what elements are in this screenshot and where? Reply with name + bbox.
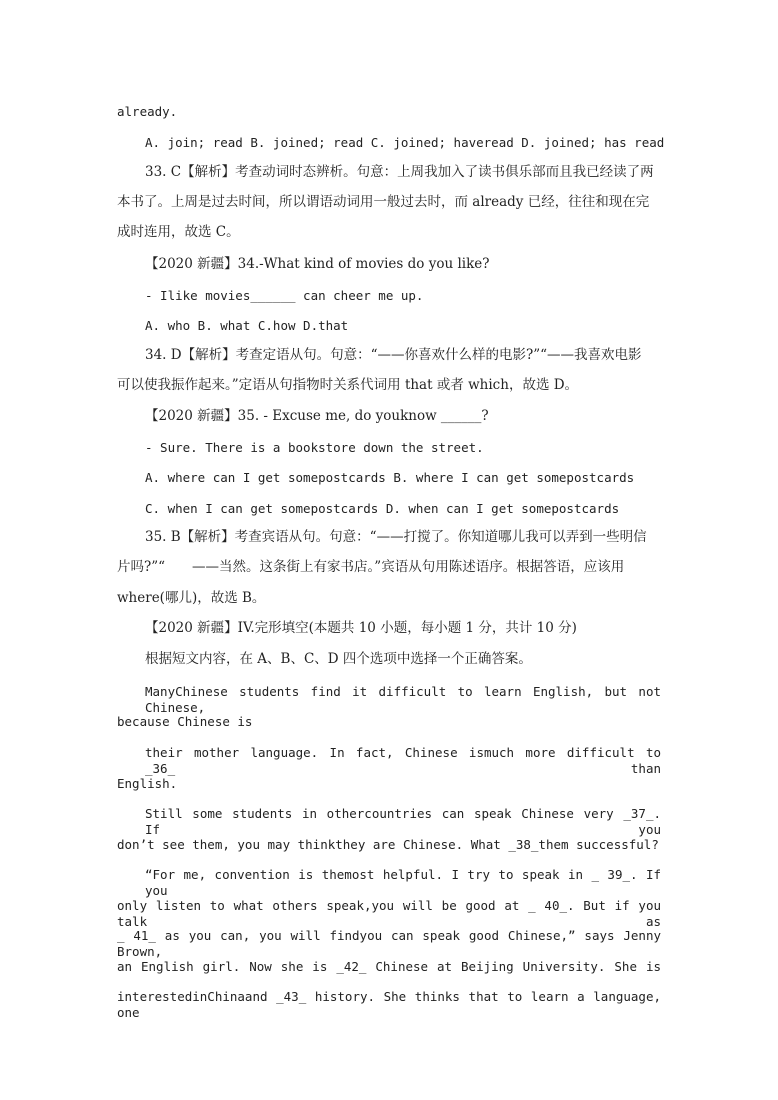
answer-options: A. join; read B. joined; read C. joined; haveread D. joined; has read xyxy=(145,135,665,150)
answer-options: C. when I can get somepostcards D. when can I get somepostcards xyxy=(145,501,620,516)
passage-line: an English girl. Now she is _42_ Chinese at Beijing University. She is xyxy=(117,959,661,974)
question-line: 【2020 新疆】35. - Excuse me, do youknow ______? xyxy=(145,408,489,424)
question-line: - Ilike movies______ can cheer me up. xyxy=(145,288,424,303)
explanation-line: 本书了。上周是过去时间，所以谓语动词用一般过去时，而 already 已经，往往和现在完 xyxy=(117,194,650,210)
passage-line: Still some students in othercountries can speak Chinese very _37_. If you xyxy=(145,806,661,837)
question-line: - Sure. There is a bookstore down the street. xyxy=(145,440,484,455)
explanation-line: 33. C【解析】考查动词时态辨析。句意：上周我加入了读书俱乐部而且我已经读了两 xyxy=(145,164,654,180)
passage-line: don’t see them, you may thinkthey are Chinese. What _38_them successful? xyxy=(117,837,659,852)
section-heading: 【2020 新疆】IV.完形填空(本题共 10 小题，每小题 1 分，共计 10 分) xyxy=(145,620,577,636)
explanation-line: 成时连用，故选 C。 xyxy=(117,224,240,240)
explanation-line: 35. B【解析】考查宾语从句。句意：“——打搅了。你知道哪儿我可以弄到一些明信 xyxy=(145,529,647,545)
passage-line: their mother language. In fact, Chinese ismuch more difficult to _36_ than xyxy=(145,745,661,776)
passage-line: “For me, convention is themost helpful. I try to speak in _ 39_. If you xyxy=(145,867,661,898)
answer-options: A. who B. what C.how D.that xyxy=(145,318,349,333)
explanation-line: 可以使我振作起来。”定语从句指物时关系代词用 that 或者 which，故选 D。 xyxy=(117,377,579,393)
explanation-line: 片吗?”“ ——当然。这条街上有家书店。”宾语从句用陈述语序。根据答语，应该用 xyxy=(117,559,625,575)
passage-line: English. xyxy=(117,776,178,791)
explanation-line: 34. D【解析】考查定语从句。句意：“——你喜欢什么样的电影?”“——我喜欢电影 xyxy=(145,347,642,363)
passage-line: only listen to what others speak,you will be good at _ 40_. But if you talk as xyxy=(117,898,661,929)
passage-line: because Chinese is xyxy=(117,714,253,729)
instruction-line: 根据短文内容，在 A、B、C、D 四个选项中选择一个正确答案。 xyxy=(145,651,532,667)
passage-line: interestedinChinaand _43_ history. She thinks that to learn a language, one xyxy=(117,989,661,1020)
question-line: 【2020 新疆】34.-What kind of movies do you like? xyxy=(145,256,490,272)
text-line: already. xyxy=(117,104,178,119)
passage-line: _ 41_ as you can, you will findyou can speak good Chinese,” says Jenny Brown, xyxy=(117,928,661,959)
explanation-line: where(哪儿)，故选 B。 xyxy=(117,590,266,606)
answer-options: A. where can I get somepostcards B. where I can get somepostcards xyxy=(145,470,635,485)
passage-line: ManyChinese students find it difficult to learn English, but not Chinese, xyxy=(145,684,661,715)
